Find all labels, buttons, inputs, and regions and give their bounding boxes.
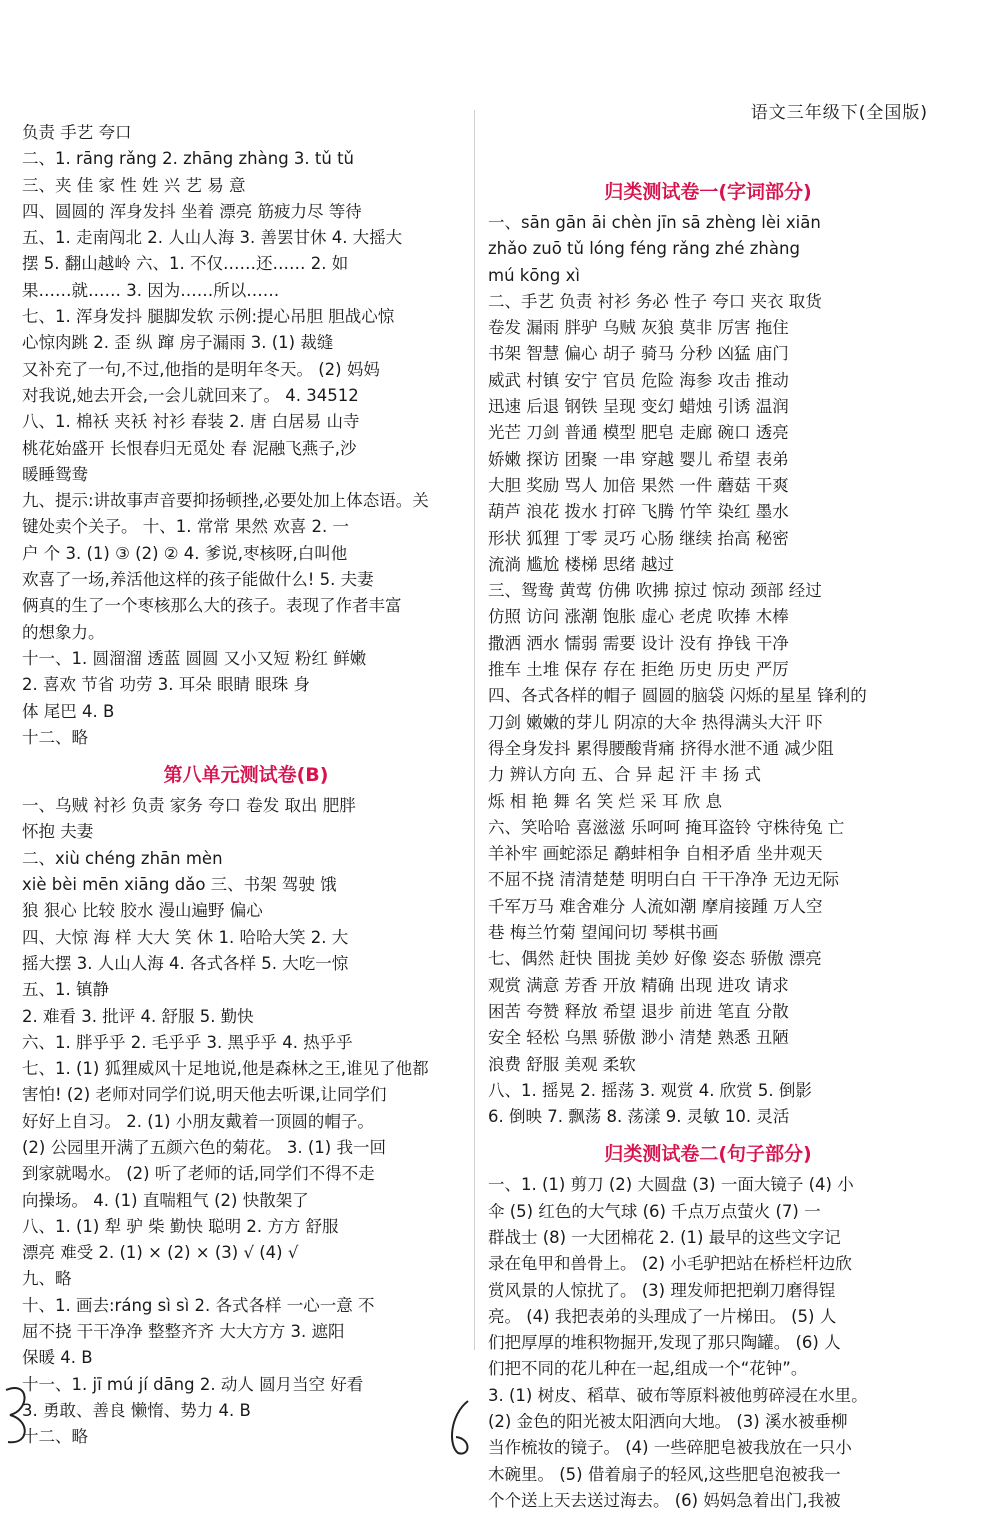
answer-line: 仿照 访问 涨潮 饱胀 虚心 老虎 吹捧 木棒 [488, 607, 789, 627]
section-title: 归类测试卷二(句子部分) [604, 1143, 812, 1166]
answer-line: 木碗里。 (5) 借着扇子的轻风,这些肥皂泡被我一 [488, 1464, 841, 1484]
answer-line: 赏风景的人惊扰了。 (3) 理发师把把剃刀磨得锃 [488, 1280, 836, 1300]
answer-line: 漂亮 难受 2. (1) × (2) × (3) √ (4) √ [22, 1243, 299, 1263]
answer-line: 群战士 (8) 一大团棉花 2. (1) 最早的这些文字记 [488, 1227, 841, 1247]
answer-line: (2) 金色的阳光被太阳洒向大地。 (3) 溪水被垂柳 [488, 1412, 848, 1432]
answer-line: 好好上自习。 2. (1) 小朋友戴着一顶圆的帽子。 [22, 1111, 374, 1131]
answer-line: zhǎo zuō tǔ lóng féng rǎng zhé zhàng [488, 239, 800, 259]
answer-line: 四、圆圆的 浑身发抖 坐着 漂亮 筋疲力尽 等待 [22, 201, 362, 221]
answer-line: 狼 狠心 比较 胶水 漫山遍野 偏心 [22, 901, 263, 921]
answer-line: 五、1. 走南闯北 2. 人山人海 3. 善罢甘休 4. 大摇大 [22, 228, 403, 248]
answer-line: 2. 难看 3. 批评 4. 舒服 5. 勤快 [22, 1006, 254, 1026]
answer-line: xiè bèi mēn xiāng dǎo 三、书架 驾驶 饿 [22, 875, 337, 895]
answer-line: 九、提示:讲故事声音要抑扬顿挫,必要处加上体态语。关 [22, 491, 429, 511]
page-header: 语文三年级下(全国版) [750, 103, 928, 123]
answer-line: 八、1. 棉袄 夹袄 衬衫 春装 2. 唐 白居易 山寺 [22, 412, 360, 432]
section-title: 第八单元测试卷(B) [163, 764, 329, 787]
answer-line: 十二、略 [22, 727, 88, 747]
answer-line: 十二、略 [22, 1427, 88, 1447]
right-column [488, 168, 928, 1514]
answer-line: 户 个 3. (1) ③ (2) ② 4. 爹说,枣核呀,白叫他 [22, 543, 348, 563]
answer-line: 八、1. 摇晃 2. 摇荡 3. 观赏 4. 欣赏 5. 倒影 [488, 1080, 812, 1100]
handwritten-mark-left [0, 1380, 40, 1450]
answer-line: 流淌 尴尬 楼梯 思绪 越过 [488, 554, 674, 574]
answer-line: 娇嫩 探访 团聚 一串 穿越 婴儿 希望 表弟 [488, 449, 789, 469]
answer-line: 害怕! (2) 老师对同学们说,明天他去听课,让同学们 [22, 1085, 387, 1105]
answer-line: 3. (1) 树皮、稻草、破布等原料被他剪碎浸在水里。 [488, 1385, 868, 1405]
answer-line: 一、sān gān āi chèn jīn sā zhèng lèi xiān [488, 213, 821, 232]
answer-line: 向操场。 4. (1) 直喘粗气 (2) 快散架了 [22, 1190, 309, 1210]
answer-line: 迅速 后退 钢铁 呈现 变幻 蜡烛 引诱 温润 [488, 397, 789, 417]
answer-line: 俩真的生了一个枣核那么大的孩子。表现了作者丰富 [22, 596, 402, 616]
answer-line: 七、1. (1) 狐狸威风十足地说,他是森林之王,谁见了他都 [22, 1059, 429, 1079]
answer-line: 五、1. 镇静 [22, 980, 109, 1000]
answer-line: mú kōng xì [488, 265, 580, 285]
answer-line: 摇大摆 3. 人山人海 4. 各式各样 5. 大吃一惊 [22, 953, 349, 973]
answer-line: 葫芦 浪花 拨水 打碎 飞腾 竹竿 染红 墨水 [488, 502, 789, 522]
answer-line: 威武 村镇 安宁 官员 危险 海参 攻击 推动 [488, 370, 789, 390]
answer-line: 羊补牢 画蛇添足 鹬蚌相争 自相矛盾 坐井观天 [488, 844, 823, 864]
answer-line: 光芒 刀剑 普通 模型 肥皂 走廊 碗口 透亮 [488, 423, 789, 443]
answer-line: 二、1. rāng rǎng 2. zhāng zhàng 3. tǔ tǔ [22, 149, 355, 169]
answer-line: 卷发 漏雨 胖驴 乌贼 灰狼 莫非 厉害 拖住 [488, 318, 789, 338]
answer-line: 形状 狐狸 丁零 灵巧 心肠 继续 抬高 秘密 [488, 528, 789, 548]
answer-line: 暖睡鸳鸯 [22, 464, 88, 484]
answer-line: 七、1. 浑身发抖 腿脚发软 示例:提心吊胆 胆战心惊 [22, 307, 395, 327]
answer-line: 摆 5. 翻山越岭 六、1. 不仅……还…… 2. 如 [22, 254, 349, 274]
answer-line: 3. 勇敢、善良 懒惰、势力 4. B [22, 1400, 251, 1420]
answer-line: 安全 轻松 乌黑 骄傲 渺小 清楚 熟悉 丑陋 [488, 1028, 789, 1048]
answer-line: 千军万马 难舍难分 人流如潮 摩肩接踵 万人空 [488, 896, 823, 916]
answer-line: 巷 梅兰竹菊 望闻问切 琴棋书画 [488, 923, 719, 943]
answer-line: 心惊肉跳 2. 歪 纵 蹿 房子漏雨 3. (1) 裁缝 [22, 333, 334, 353]
answer-line: 伞 (5) 红色的大气球 (6) 千点万点萤火 (7) 一 [488, 1201, 821, 1221]
answer-line: 不屈不挠 清清楚楚 明明白白 干干净净 无边无际 [488, 870, 839, 890]
answer-line: 一、乌贼 衬衫 负责 家务 夸口 卷发 取出 肥胖 [22, 796, 356, 816]
answer-line: 烁 相 艳 舞 名 笑 烂 采 耳 欣 息 [488, 791, 722, 811]
answer-line: 八、1. (1) 犁 驴 柴 勤快 聪明 2. 方方 舒服 [22, 1216, 339, 1236]
answer-line: 对我说,她去开会,一会儿就回来了。 4. 34512 [22, 385, 359, 405]
answer-line: 们把厚厚的堆积物掘开,发现了那只陶罐。 (6) 人 [488, 1333, 841, 1353]
answer-line: 6. 倒映 7. 飘荡 8. 荡漾 9. 灵敏 10. 灵活 [488, 1107, 790, 1127]
answer-line: 怀抱 夫妻 [22, 822, 94, 842]
answer-line: 到家就喝水。 (2) 听了老师的话,同学们不得不走 [22, 1164, 375, 1184]
answer-line: 当作梳妆的镜子。 (4) 一些碎肥皂被我放在一只小 [488, 1438, 852, 1458]
answer-line: 浪费 舒服 美观 柔软 [488, 1054, 636, 1074]
answer-line: 困苦 夸赞 释放 希望 退步 前进 笔直 分散 [488, 1001, 789, 1021]
answer-line: 个个送上天去送过海去。 (6) 妈妈急着出门,我被 [488, 1490, 841, 1510]
section-title: 归类测试卷一(字词部分) [604, 181, 812, 203]
answer-line: 屈不挠 干干净净 整整齐齐 大大方方 3. 遮阳 [22, 1322, 345, 1342]
answer-line: 三、鸳鸯 黄莺 仿佛 吹拂 掠过 惊动 颈部 经过 [488, 581, 822, 601]
answer-line: 果……就…… 3. 因为……所以…… [22, 280, 280, 300]
answer-line: 四、大惊 海 样 大大 笑 休 1. 哈哈大笑 2. 大 [22, 927, 349, 947]
answer-line: 二、xiù chéng zhān mèn [22, 848, 223, 868]
answer-line: 录在龟甲和兽骨上。 (2) 小毛驴把站在桥栏杆边欣 [488, 1254, 852, 1274]
answer-line: 书架 智慧 偏心 胡子 骑马 分秒 凶猛 庙门 [488, 344, 789, 364]
answer-line: 们把不同的花儿种在一起,组成一个“花钟”。 [488, 1359, 808, 1379]
answer-line: 二、手艺 负责 衬衫 务必 性子 夸口 夹衣 取货 [488, 291, 822, 311]
answer-line: 保暖 4. B [22, 1348, 93, 1368]
answer-line: 力 辨认方向 五、合 异 起 汗 丰 扬 式 [488, 765, 761, 785]
answer-line: 十、1. 画去:ráng sì sì 2. 各式各样 一心一意 不 [22, 1295, 375, 1315]
answer-line: 观赏 满意 芳香 开放 精确 出现 进攻 请求 [488, 975, 789, 995]
answer-line: 的想象力。 [22, 622, 105, 642]
answer-line: 大胆 奖励 骂人 加倍 果然 一件 蘑菇 干爽 [488, 475, 789, 495]
answer-line: 亮。 (4) 我把表弟的头理成了一片梯田。 (5) 人 [488, 1306, 837, 1326]
left-column [22, 120, 470, 1451]
answer-line: (2) 公园里开满了五颜六色的菊花。 3. (1) 我一回 [22, 1137, 386, 1157]
answer-line: 推车 土堆 保存 存在 拒绝 历史 历史 严厉 [488, 660, 789, 680]
answer-line: 三、夹 佳 家 性 姓 兴 艺 易 意 [22, 175, 246, 195]
answer-line: 十一、1. jī mú jí dāng 2. 动人 圆月当空 好看 [22, 1374, 364, 1394]
answer-line: 键处卖个关子。 十、1. 常常 果然 欢喜 2. 一 [22, 517, 349, 537]
answer-line: 得全身发抖 累得腰酸背痛 挤得水泄不通 减少阻 [488, 738, 834, 758]
answer-line: 桃花始盛开 长恨春归无觅处 春 泥融飞燕子,沙 [22, 438, 357, 458]
answer-line: 2. 喜欢 节省 功劳 3. 耳朵 眼睛 眼珠 身 [22, 675, 310, 695]
answer-line: 一、1. (1) 剪刀 (2) 大圆盘 (3) 一面大镜子 (4) 小 [488, 1175, 854, 1195]
answer-line: 四、各式各样的帽子 圆圆的脑袋 闪烁的星星 锋利的 [488, 686, 867, 706]
column-divider [474, 110, 475, 1350]
answer-line: 六、1. 胖乎乎 2. 毛乎乎 3. 黑乎乎 4. 热乎乎 [22, 1032, 353, 1052]
answer-line: 七、偶然 赶快 围拢 美妙 好像 姿态 骄傲 漂亮 [488, 949, 822, 969]
answer-line: 欢喜了一场,养活他这样的孩子能做什么! 5. 夫妻 [22, 570, 374, 590]
answer-line: 撒洒 洒水 懦弱 需要 设计 没有 挣钱 干净 [488, 633, 789, 653]
answer-line: 负责 手艺 夸口 [22, 123, 132, 142]
answer-line: 体 尾巴 4. B [22, 701, 115, 721]
answer-line: 十一、1. 圆溜溜 透蓝 圆圆 又小又短 粉红 鲜嫩 [22, 648, 367, 668]
answer-line: 又补充了一句,不过,他指的是明年冬天。 (2) 妈妈 [22, 359, 380, 379]
answer-line: 九、略 [22, 1269, 72, 1289]
answer-line: 六、笑哈哈 喜滋滋 乐呵呵 掩耳盗铃 守株待兔 亡 [488, 817, 845, 837]
answer-line: 刀剑 嫩嫩的芽儿 阴凉的大伞 热得满头大汗 吓 [488, 712, 823, 732]
handwritten-mark-center [440, 1395, 480, 1465]
